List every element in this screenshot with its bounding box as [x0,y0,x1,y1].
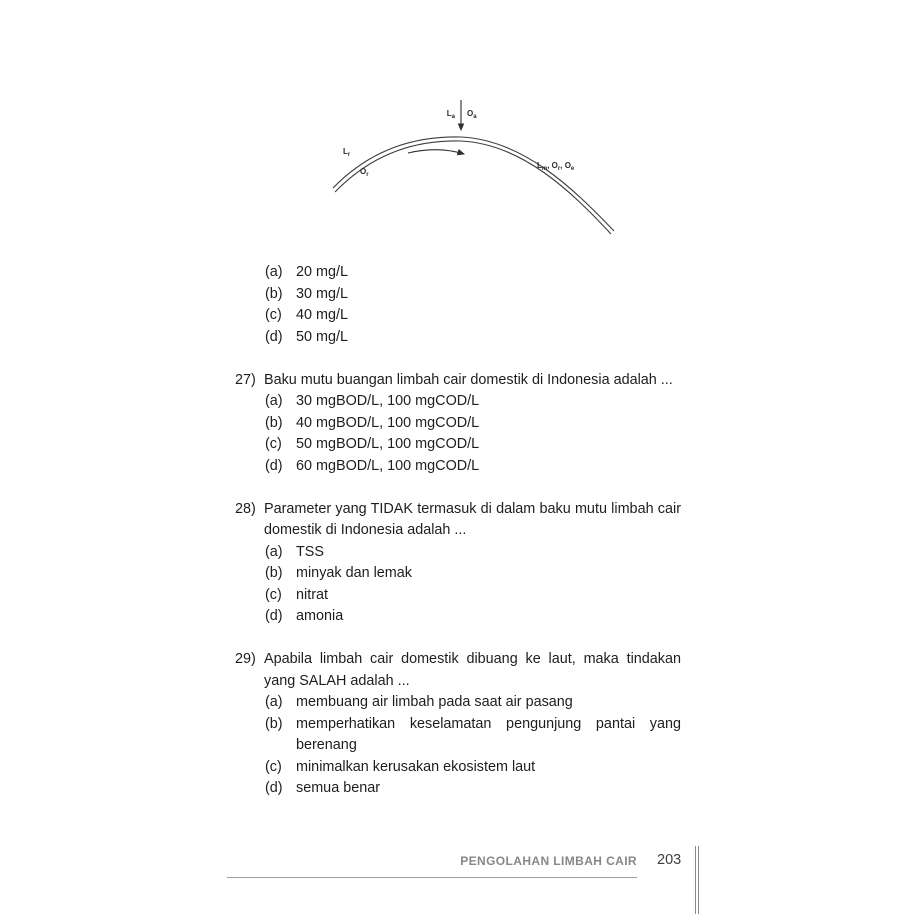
river-oxygen-label: $O_r$ [360,167,369,178]
question-text: Apabila limbah cair domestik dibuang ke laut, maka tindakan yang SALAH adalah ... [264,651,681,689]
footer-section-title: PENGOLAHAN LIMBAH CAIR [460,854,637,868]
question-block-29 [235,649,681,800]
option-label: (c) [265,307,282,323]
option-row [235,563,681,585]
question-block-27 [235,370,681,478]
flow-direction-arrow [408,150,464,154]
page-number: 203 [657,852,682,868]
option-text: 50 mgBOD/L, 100 mgCOD/L [296,436,480,452]
option-label: (d) [265,457,283,474]
questions-area [235,262,681,800]
option-text: minimalkan kerusakan ekosistem laut [296,758,536,775]
question-line [235,649,681,692]
option-label: (d) [265,780,283,796]
option-row [235,606,681,628]
option-text: 40 mgBOD/L, 100 mgCOD/L [296,414,480,431]
option-text: nitrat [296,586,328,603]
option-row [235,391,681,413]
option-row [235,542,681,564]
option-label: (c) [265,586,282,603]
option-text: minyak dan lemak [296,565,412,581]
option-text: semua benar [296,780,380,796]
option-label: (a) [265,393,283,409]
option-label: (b) [265,565,283,581]
river-curve-upper [333,137,614,231]
footer-rule [227,877,637,878]
option-row [235,692,681,714]
option-text: TSS [296,543,324,560]
option-label: (c) [265,436,282,452]
diagram-canvas [323,92,623,242]
option-label: (c) [265,758,282,775]
option-label: (d) [265,328,283,345]
question-line [235,499,681,542]
option-row [235,413,681,435]
question-number: 27) [235,371,256,388]
question-text: Parameter yang TIDAK termasuk di dalam baku mutu limbah cair domestik di Indonesia adalah ... [264,500,681,538]
question-block-26-options [235,262,681,348]
option-row [235,714,681,757]
option-text: memperhatikan keselamatan pengunjung pantai yang berenang [296,715,681,753]
question-text: Baku mutu buangan limbah cair domestik di Indonesia adalah ... [264,371,673,388]
question-number: 29) [235,651,256,667]
page-edge-double-rule [695,846,699,914]
option-text: 30 mg/L [296,285,348,302]
mixed-river-label: $L_m$, $O_r$, $O_e$ [537,161,575,172]
river-oxygen-sag-diagram [323,92,623,242]
option-row [235,456,681,478]
option-row [235,284,681,306]
river-load-label: $L_r$ [343,147,351,158]
question-block-28 [235,499,681,628]
option-text: 20 mg/L [296,264,348,280]
option-label: (d) [265,608,283,624]
option-text: amonia [296,608,344,624]
option-text: membuang air limbah pada saat air pasang [296,694,573,710]
option-row [235,305,681,327]
option-row [235,778,681,800]
option-label: (b) [265,414,283,431]
option-row [235,434,681,456]
discharge-oxygen-label: $O_a$ [467,109,477,120]
option-label: (a) [265,543,283,560]
option-row [235,327,681,349]
option-label: (b) [265,715,283,732]
question-number: 28) [235,500,256,517]
option-text: 60 mgBOD/L, 100 mgCOD/L [296,457,480,474]
option-row [235,757,681,779]
option-text: 40 mg/L [296,307,348,323]
option-label: (b) [265,285,283,302]
option-text: 30 mgBOD/L, 100 mgCOD/L [296,393,480,409]
option-text: 50 mg/L [296,328,348,345]
option-row [235,585,681,607]
option-label: (a) [265,694,283,710]
option-label: (a) [265,264,283,280]
discharge-load-label: $L_a$ [446,109,455,120]
option-row [235,262,681,284]
question-line [235,370,681,392]
